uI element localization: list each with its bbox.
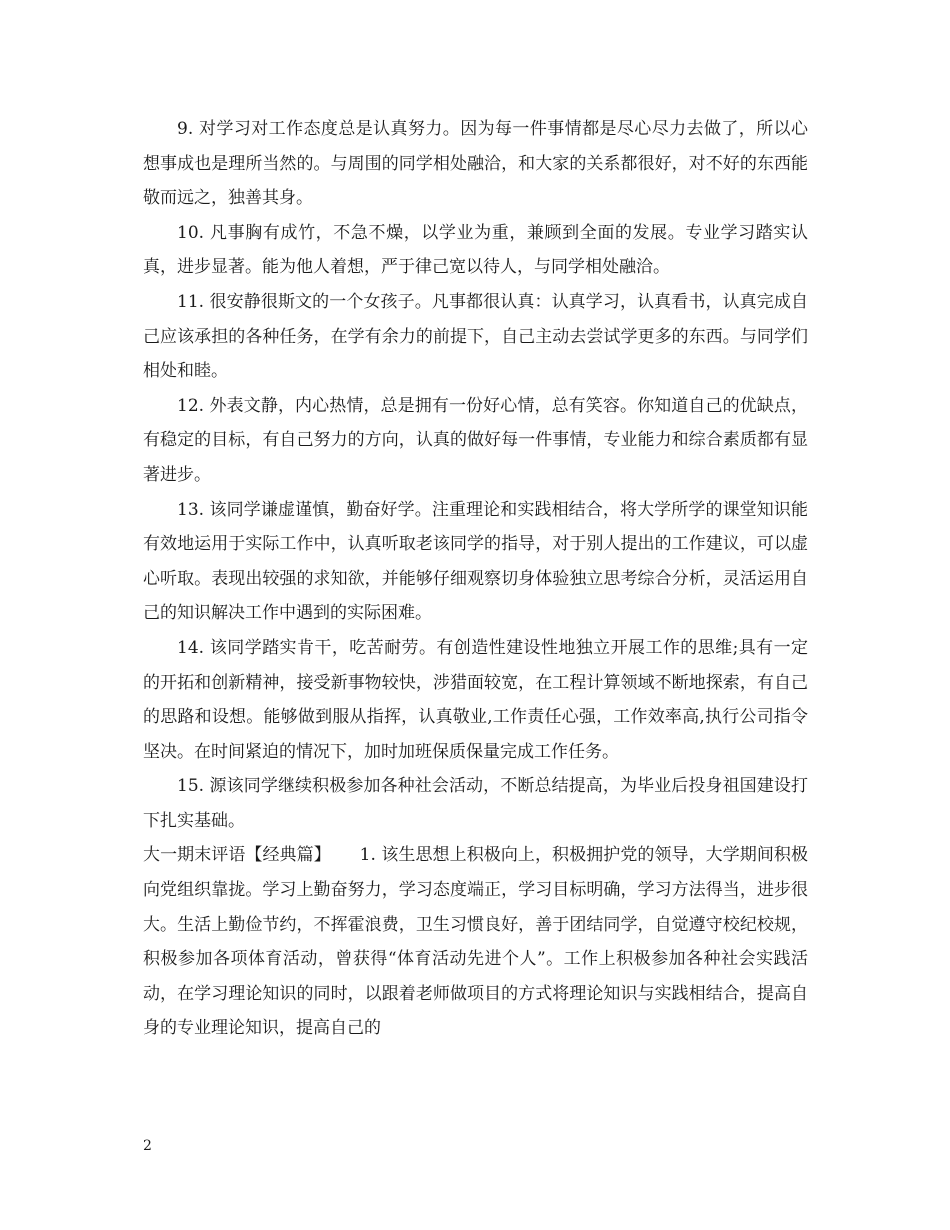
paragraph-item-12: 12. 外表文静，内心热情，总是拥有一份好心情，总有笑容。你知道自己的优缺点，有稳定的目标，有自己努力的方向，认真的做好每一件事情，专业能力和综合素质都有显著进步。 (143, 395, 808, 485)
paragraph-item-14: 14. 该同学踏实肯干，吃苦耐劳。有创造性建设性地独立开展工作的思维;具有一定的开拓和创新精神，接受新事物较快，涉猎面较宽，在工程计算领域不断地探索，有自己的思路和设想。能够做到服从指挥，认真敬业,工作责任心强，工作效率高,执行公司指令坚决。在时间紧迫的情况下，加时加班保质保量完成工作任务。 (143, 637, 808, 762)
section-heading: 大一期末评语【经典篇】 (143, 845, 331, 866)
paragraph-item-15: 15. 源该同学继续积极参加各种社会活动，不断总结提高，为毕业后投身祖国建设打下扎实基础。 (143, 776, 808, 831)
paragraph-item-10: 10. 凡事胸有成竹，不急不燥，以学业为重，兼顾到全面的发展。专业学习踏实认真，进步显著。能为他人着想，严于律己宽以待人，与同学相处融洽。 (143, 222, 808, 278)
page-number: 2 (143, 1138, 152, 1154)
document-body (143, 112, 808, 1046)
section-paragraph (143, 838, 808, 1046)
section-paragraph-text: 1. 该生思想上积极向上，积极拥护党的领导，大学期间积极向党组织靠拢。学习上勤奋努力，学习态度端正，学习目标明确，学习方法得当，进步很大。生活上勤俭节约，不挥霍浪费，卫生习惯良好，善于团结同学，自觉遵守校纪校规，积极参加各项体育活动，曾获得“体育活动先进个人”。工作上积极参加各种社会实践活动，在学习理论知识的同时，以跟着老师做项目的方式将理论知识与实践相结合，提高自身的专业理论知识，提高自己的 (143, 845, 809, 1039)
paragraph-item-13: 13. 该同学谦虚谨慎，勤奋好学。注重理论和实践相结合，将大学所学的课堂知识能有效地运用于实际工作中，认真听取老该同学的指导，对于别人提出的工作建议，可以虚心听取。表现出较强的求知欲，并能够仔细观察切身体验独立思考综合分析，灵活运用自己的知识解决工作中遇到的实际困难。 (143, 499, 808, 624)
paragraph-item-9: 9. 对学习对工作态度总是认真努力。因为每一件事情都是尽心尽力去做了，所以心想事成也是理所当然的。与周围的同学相处融洽，和大家的关系都很好，对不好的东西能敬而远之，独善其身。 (143, 119, 808, 209)
paragraph-item-11: 11. 很安静很斯文的一个女孩子。凡事都很认真：认真学习，认真看书，认真完成自己应该承担的各种任务，在学有余力的前提下，自己主动去尝试学更多的东西。与同学们相处和睦。 (143, 291, 808, 382)
